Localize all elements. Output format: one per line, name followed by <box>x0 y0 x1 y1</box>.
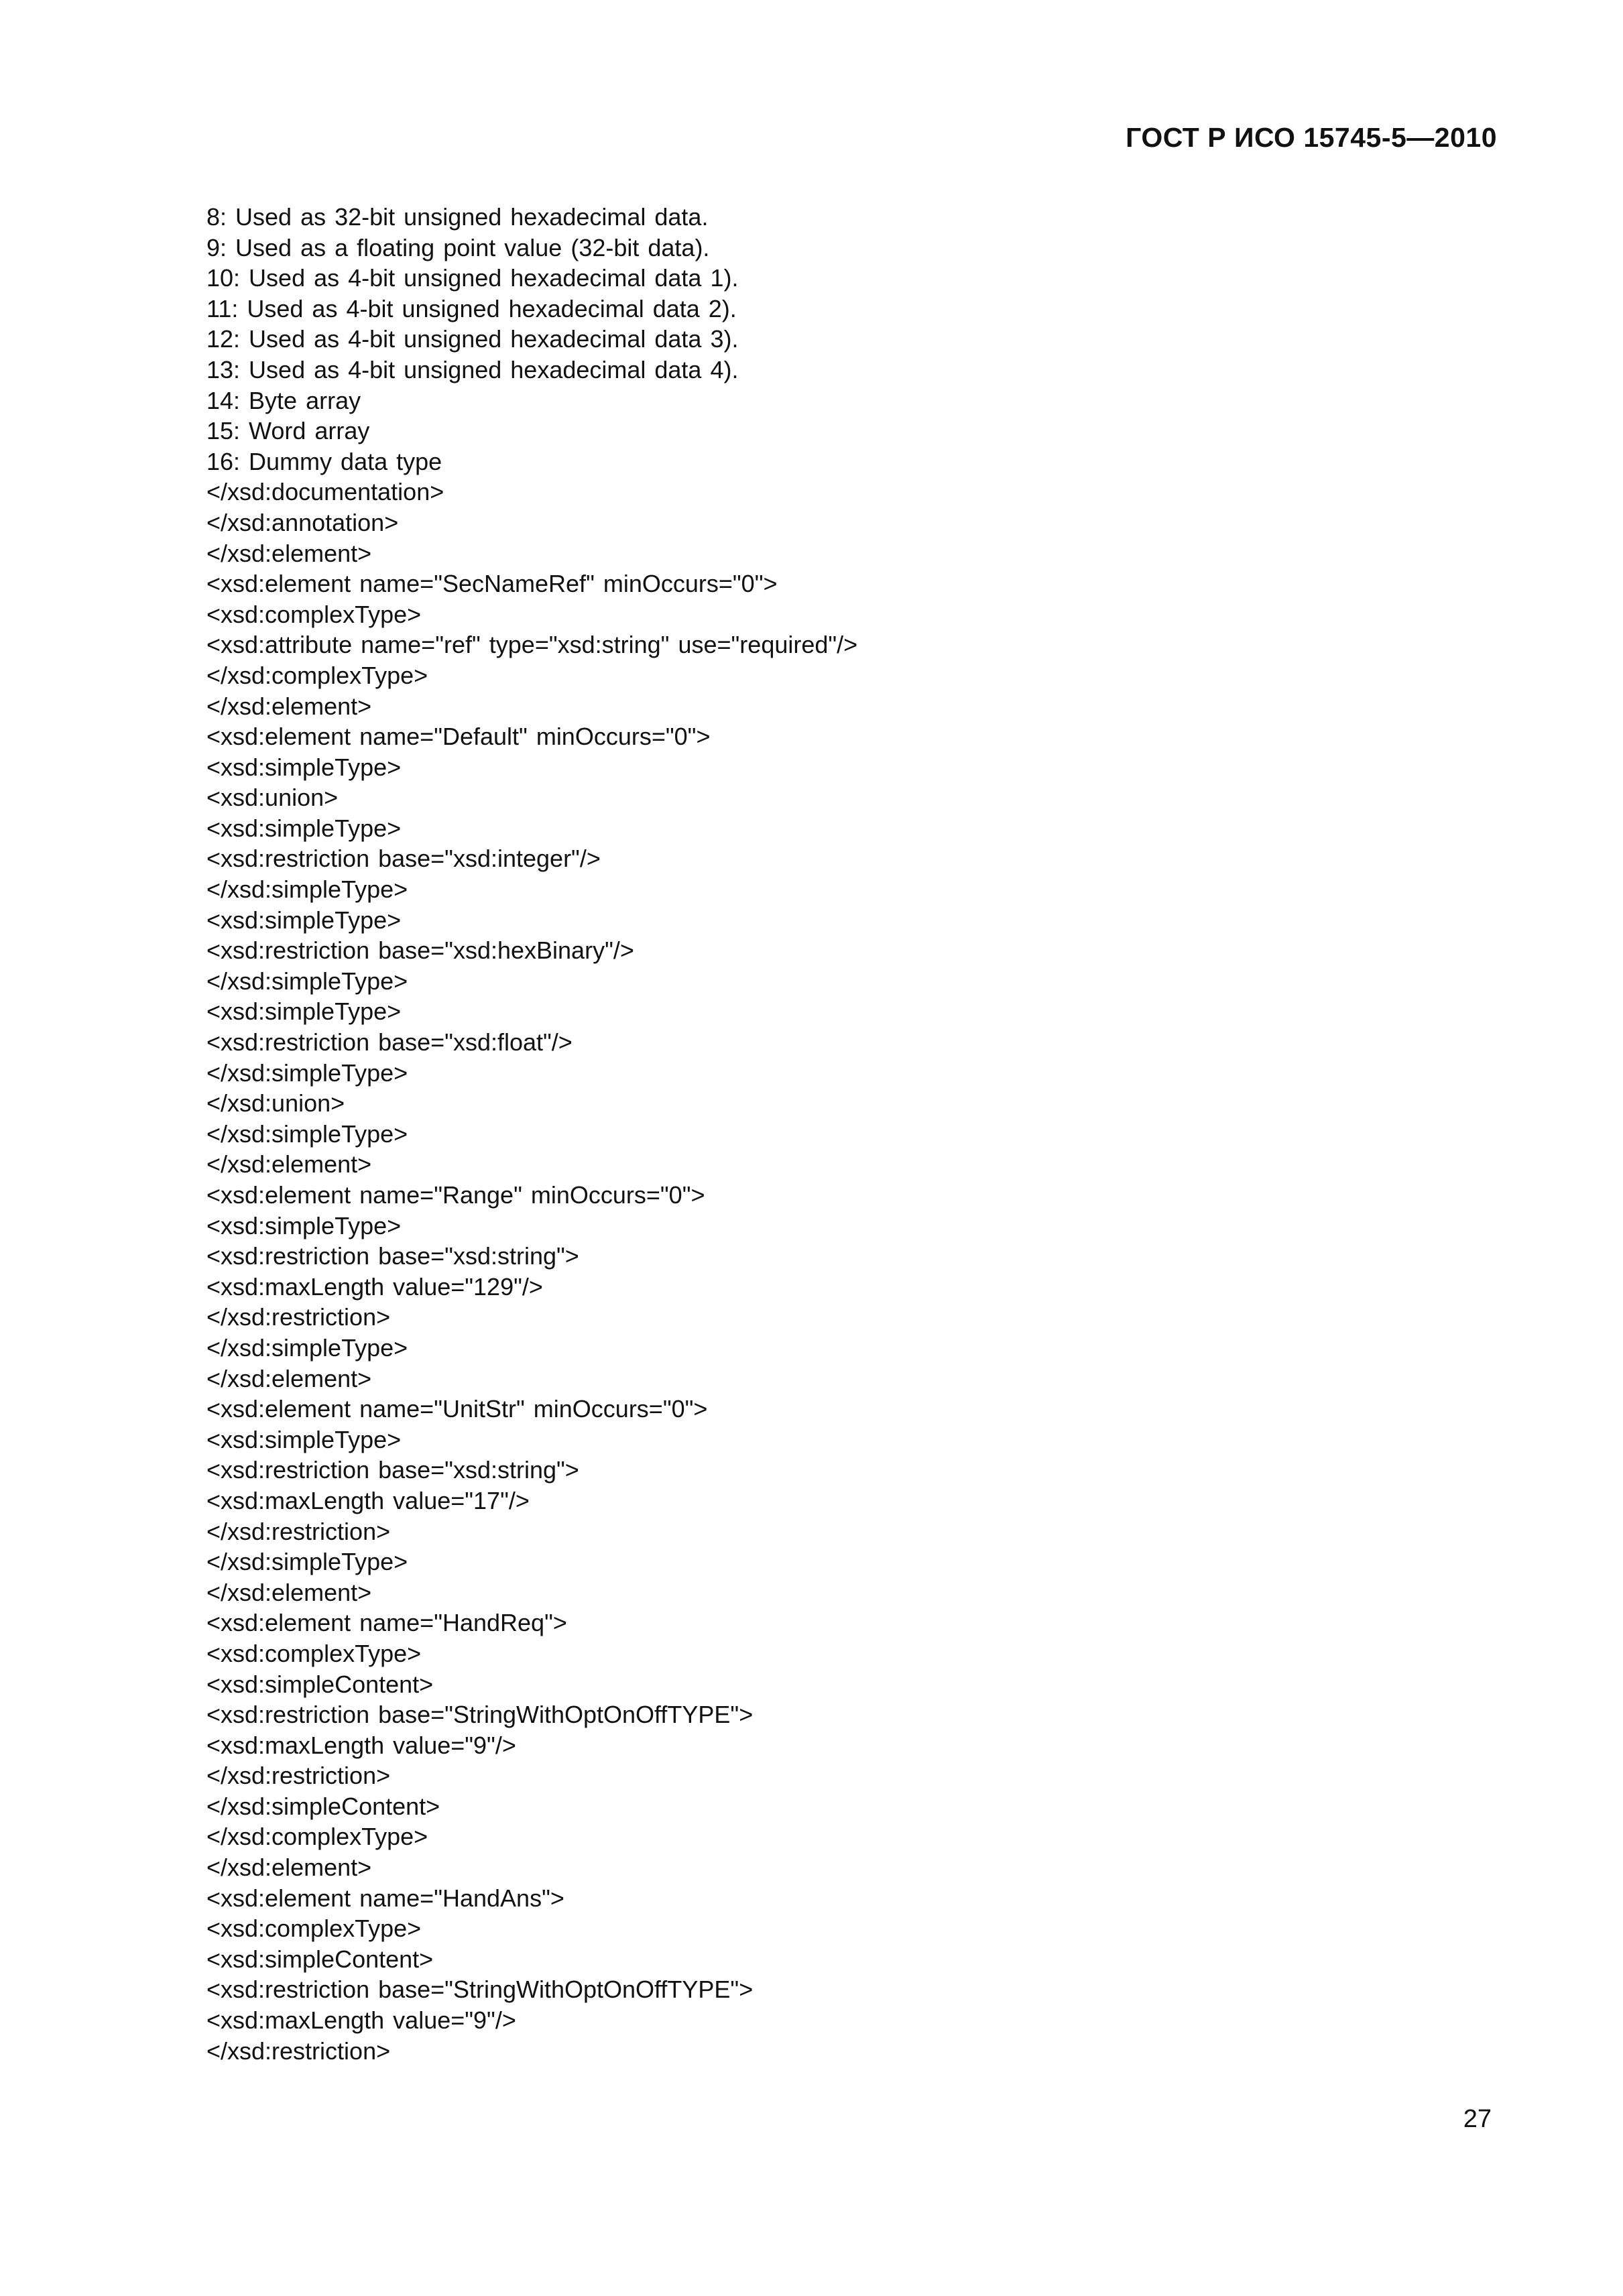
document-line: </xsd:element> <box>206 539 372 567</box>
document-line: </xsd:documentation> <box>206 478 444 506</box>
document-line: <xsd:union> <box>206 784 339 812</box>
document-line: <xsd:element name="HandAns"> <box>206 1884 564 1912</box>
document-line: 14: Byte array <box>206 386 361 414</box>
document-line: <xsd:simpleType> <box>206 814 402 842</box>
document-line: </xsd:restriction> <box>206 1303 391 1331</box>
document-line: <xsd:restriction base="xsd:integer"/> <box>206 845 601 873</box>
document-line: </xsd:element> <box>206 1150 372 1179</box>
document-line: 15: Word array <box>206 417 370 445</box>
document-line: <xsd:maxLength value="129"/> <box>206 1272 543 1301</box>
document-line: </xsd:simpleType> <box>206 1120 408 1148</box>
document-line: </xsd:element> <box>206 1854 372 1882</box>
document-line: <xsd:element name="SecNameRef" minOccurs="0"> <box>206 570 778 598</box>
document-line: </xsd:restriction> <box>206 1517 391 1545</box>
document-line: <xsd:element name="UnitStr" minOccurs="0"> <box>206 1395 708 1423</box>
document-line: </xsd:element> <box>206 1364 372 1392</box>
document-line: </xsd:complexType> <box>206 661 428 689</box>
document-line: 16: Dummy data type <box>206 447 442 475</box>
document-line: </xsd:element> <box>206 1578 372 1606</box>
document-line: </xsd:restriction> <box>206 1762 391 1790</box>
document-line: <xsd:element name="Default" minOccurs="0"> <box>206 723 711 751</box>
document-line: </xsd:simpleType> <box>206 967 408 995</box>
document-line: <xsd:attribute name="ref" type="xsd:string" use="required"/> <box>206 631 858 659</box>
document-line: <xsd:restriction base="xsd:string"> <box>206 1242 579 1270</box>
document-standard-header: ГОСТ Р ИСО 15745-5—2010 <box>1126 122 1497 153</box>
document-line: <xsd:restriction base="StringWithOptOnOffTYPE"> <box>206 1976 754 2004</box>
document-line: 12: Used as 4-bit unsigned hexadecimal data 3). <box>206 325 739 353</box>
document-line: <xsd:restriction base="StringWithOptOnOffTYPE"> <box>206 1701 754 1729</box>
document-line: </xsd:simpleType> <box>206 1333 408 1362</box>
document-line: </xsd:simpleType> <box>206 875 408 904</box>
document-body <box>206 202 1514 2066</box>
document-line: 10: Used as 4-bit unsigned hexadecimal data 1). <box>206 264 739 292</box>
document-line: <xsd:complexType> <box>206 1915 422 1943</box>
document-line: 9: Used as a floating point value (32-bit data). <box>206 233 710 261</box>
document-line: </xsd:simpleType> <box>206 1059 408 1087</box>
document-line: </xsd:complexType> <box>206 1823 428 1851</box>
document-line: </xsd:simpleContent> <box>206 1792 440 1820</box>
document-line: <xsd:simpleType> <box>206 998 402 1026</box>
document-line: 13: Used as 4-bit unsigned hexadecimal data 4). <box>206 355 739 383</box>
document-line: </xsd:element> <box>206 692 372 720</box>
document-line: </xsd:simpleType> <box>206 1548 408 1576</box>
document-line: <xsd:element name="Range" minOccurs="0"> <box>206 1181 705 1209</box>
document-line: </xsd:union> <box>206 1089 345 1117</box>
document-line: <xsd:element name="HandReq"> <box>206 1609 567 1637</box>
document-line: </xsd:restriction> <box>206 2037 391 2065</box>
document-line: <xsd:complexType> <box>206 1639 422 1667</box>
document-line: <xsd:restriction base="xsd:float"/> <box>206 1028 573 1056</box>
document-line: <xsd:simpleContent> <box>206 1945 434 1973</box>
document-line: 11: Used as 4-bit unsigned hexadecimal data 2). <box>206 294 737 322</box>
document-line: <xsd:simpleType> <box>206 906 402 934</box>
document-line: <xsd:maxLength value="9"/> <box>206 2006 516 2035</box>
document-line: <xsd:restriction base="xsd:hexBinary"/> <box>206 936 634 965</box>
document-line: <xsd:complexType> <box>206 600 422 628</box>
document-line: <xsd:simpleContent> <box>206 1670 434 1698</box>
document-line: <xsd:simpleType> <box>206 753 402 781</box>
document-line: </xsd:annotation> <box>206 508 399 536</box>
document-line: <xsd:restriction base="xsd:string"> <box>206 1456 579 1484</box>
document-line: <xsd:simpleType> <box>206 1425 402 1453</box>
document-line: <xsd:simpleType> <box>206 1211 402 1240</box>
document-line: <xsd:maxLength value="9"/> <box>206 1731 516 1759</box>
document-line: <xsd:maxLength value="17"/> <box>206 1486 530 1514</box>
page-number: 27 <box>1463 2105 1492 2133</box>
document-line: 8: Used as 32-bit unsigned hexadecimal data. <box>206 203 709 231</box>
